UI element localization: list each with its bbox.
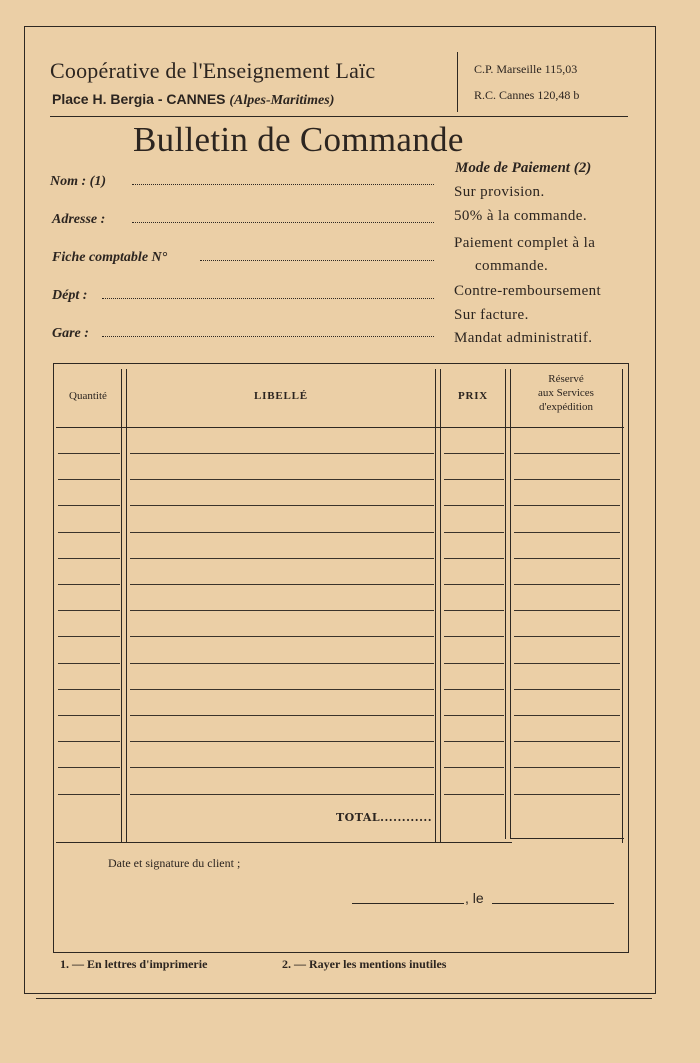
table-row-line[interactable] (444, 479, 504, 480)
table-row-line[interactable] (444, 453, 504, 454)
nom-label: Nom : (1) (50, 174, 106, 189)
footnote-1: 1. — En lettres d'imprimerie (60, 957, 208, 971)
table-bottom-rule (56, 842, 512, 843)
table-row-line[interactable] (130, 794, 434, 795)
payment-option-provision[interactable]: Sur provision. (454, 184, 545, 200)
table-row-line[interactable] (514, 689, 620, 690)
table-row-line[interactable] (58, 741, 120, 742)
table-row-line[interactable] (58, 663, 120, 664)
date-field[interactable] (492, 903, 614, 904)
header-rule (50, 116, 628, 117)
table-row-line[interactable] (514, 610, 620, 611)
table-row-line[interactable] (130, 453, 434, 454)
table-row-line[interactable] (130, 505, 434, 506)
table-row-line[interactable] (58, 794, 120, 795)
payment-option-full-cont: commande. (475, 258, 549, 274)
table-row-line[interactable] (444, 794, 504, 795)
table-row-line[interactable] (514, 479, 620, 480)
table-row-line[interactable] (58, 505, 120, 506)
col-sep-3b (510, 369, 511, 839)
table-row-line[interactable] (58, 767, 120, 768)
table-row-line[interactable] (514, 663, 620, 664)
fiche-field[interactable] (200, 260, 434, 261)
payment-option-half[interactable]: 50% à la commande. (454, 208, 587, 224)
payment-option-invoice[interactable]: Sur facture. (454, 307, 529, 323)
table-row-line[interactable] (130, 584, 434, 585)
table-row-line[interactable] (444, 663, 504, 664)
table-row-line[interactable] (444, 532, 504, 533)
table-row-line[interactable] (514, 505, 620, 506)
payment-title: Mode de Paiement (2) (455, 160, 592, 176)
payment-option-mandate[interactable]: Mandat administratif. (454, 330, 593, 346)
dept-field[interactable] (102, 298, 434, 299)
table-row-line[interactable] (130, 689, 434, 690)
table-row-line[interactable] (130, 479, 434, 480)
nom-field[interactable] (132, 184, 434, 185)
total-label: TOTAL............ (336, 811, 433, 824)
header-row-rule (56, 427, 624, 428)
header-separator (457, 52, 458, 112)
table-row-line[interactable] (514, 532, 620, 533)
table-row-line[interactable] (444, 715, 504, 716)
table-row-line[interactable] (130, 610, 434, 611)
table-row-line[interactable] (444, 610, 504, 611)
table-row-line[interactable] (444, 558, 504, 559)
table-row-line[interactable] (58, 715, 120, 716)
gare-label: Gare : (52, 326, 89, 341)
footnote-2: 2. — Rayer les mentions inutiles (282, 957, 447, 971)
table-row-line[interactable] (130, 741, 434, 742)
table-row-line[interactable] (130, 532, 434, 533)
reserve-bottom-rule (510, 838, 624, 839)
table-row-line[interactable] (514, 584, 620, 585)
form-title: Bulletin de Commande (133, 120, 464, 159)
bottom-rule (36, 998, 652, 999)
table-row-line[interactable] (514, 741, 620, 742)
col-reserve-line-2: aux Services (538, 387, 594, 399)
table-row-line[interactable] (444, 741, 504, 742)
table-row-line[interactable] (444, 584, 504, 585)
col-reserve-line-1: Réservé (548, 373, 584, 385)
table-row-line[interactable] (514, 794, 620, 795)
place-field[interactable] (352, 903, 464, 904)
col-reserve (510, 372, 622, 414)
table-row-line[interactable] (58, 453, 120, 454)
adresse-field[interactable] (132, 222, 434, 223)
col-sep-2b (440, 369, 441, 843)
col-libelle: LIBELLÉ (254, 390, 308, 402)
col-sep-1 (121, 369, 122, 843)
table-row-line[interactable] (58, 636, 120, 637)
table-row-line[interactable] (514, 636, 620, 637)
table-row-line[interactable] (130, 663, 434, 664)
table-row-line[interactable] (130, 715, 434, 716)
table-row-line[interactable] (58, 479, 120, 480)
table-row-line[interactable] (58, 532, 120, 533)
date-label: , le (465, 890, 484, 906)
col-reserve-line-3: d'expédition (539, 401, 593, 413)
table-row-line[interactable] (444, 689, 504, 690)
col-quantite: Quantité (69, 390, 107, 402)
fiche-label: Fiche comptable N° (52, 250, 168, 265)
payment-option-cod[interactable]: Contre-remboursement (454, 283, 602, 299)
table-row-line[interactable] (444, 767, 504, 768)
organization-address (52, 91, 334, 109)
address-department: (Alpes-Maritimes) (229, 93, 335, 108)
col-sep-2 (435, 369, 436, 843)
col-sep-1b (126, 369, 127, 843)
table-row-line[interactable] (58, 584, 120, 585)
table-row-line[interactable] (514, 453, 620, 454)
table-row-line[interactable] (130, 558, 434, 559)
col-sep-4 (622, 369, 623, 843)
payment-option-full[interactable]: Paiement complet à la (454, 235, 596, 251)
col-prix: PRIX (457, 390, 489, 402)
adresse-label: Adresse : (52, 212, 106, 227)
table-row-line[interactable] (130, 767, 434, 768)
table-row-line[interactable] (58, 558, 120, 559)
table-row-line[interactable] (514, 767, 620, 768)
organization-name: Coopérative de l'Enseignement Laïc (50, 58, 376, 83)
table-row-line[interactable] (444, 505, 504, 506)
table-row-line[interactable] (130, 636, 434, 637)
col-sep-3 (505, 369, 506, 839)
table-row-line[interactable] (58, 689, 120, 690)
dept-label: Dépt : (52, 288, 88, 303)
cp-number: C.P. Marseille 115,03 (474, 62, 578, 76)
table-row-line[interactable] (58, 610, 120, 611)
table-row-line[interactable] (444, 636, 504, 637)
signature-label: Date et signature du client ; (108, 856, 241, 870)
table-row-line[interactable] (514, 558, 620, 559)
table-row-line[interactable] (514, 715, 620, 716)
address-main: Place H. Bergia - CANNES (52, 91, 226, 107)
rc-number: R.C. Cannes 120,48 b (474, 88, 580, 102)
gare-field[interactable] (102, 336, 434, 337)
